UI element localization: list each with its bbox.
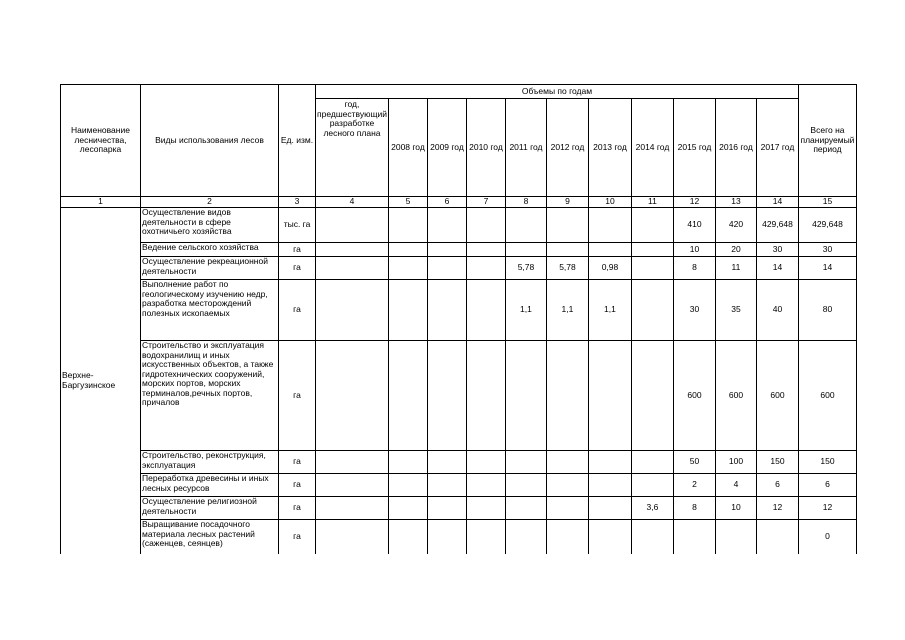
column-number-2: 2 xyxy=(141,197,279,208)
value-cell xyxy=(631,474,673,497)
value-cell: 30 xyxy=(756,243,798,257)
use-kind-cell: Ведение сельского хозяйства xyxy=(141,243,279,257)
total-cell: 600 xyxy=(798,341,856,451)
column-number-1: 1 xyxy=(61,197,141,208)
value-cell: 0,98 xyxy=(588,257,631,280)
total-cell: 429,648 xyxy=(798,208,856,243)
value-cell: 410 xyxy=(673,208,715,243)
header-year-2008: 2008 год xyxy=(388,99,427,197)
use-kind-cell: Строительство, реконструкция, эксплуатация xyxy=(141,451,279,474)
column-number-8: 8 xyxy=(505,197,546,208)
header-year-2013: 2013 год xyxy=(588,99,631,197)
value-cell xyxy=(427,243,466,257)
value-cell xyxy=(505,520,546,554)
value-cell xyxy=(466,257,505,280)
header-year-2009: 2009 год xyxy=(427,99,466,197)
column-number-4: 4 xyxy=(316,197,389,208)
header-unit: Ед. изм. xyxy=(279,85,316,197)
table-row xyxy=(61,280,857,341)
value-cell xyxy=(427,474,466,497)
value-cell xyxy=(546,474,588,497)
header-year-2014: 2014 год xyxy=(631,99,673,197)
value-cell xyxy=(388,341,427,451)
header-year-2017: 2017 год xyxy=(756,99,798,197)
table-row xyxy=(61,208,857,243)
value-cell xyxy=(505,497,546,520)
total-cell: 0 xyxy=(798,520,856,554)
value-cell xyxy=(427,208,466,243)
value-cell xyxy=(388,280,427,341)
table-row xyxy=(61,474,857,497)
table-row xyxy=(61,341,857,451)
value-cell xyxy=(388,451,427,474)
unit-cell: га xyxy=(279,497,316,520)
value-cell: 150 xyxy=(756,451,798,474)
unit-cell: га xyxy=(279,280,316,341)
forest-use-table xyxy=(60,84,857,554)
column-number-12: 12 xyxy=(673,197,715,208)
value-cell xyxy=(388,208,427,243)
value-cell: 1,1 xyxy=(505,280,546,341)
value-cell: 35 xyxy=(715,280,756,341)
value-cell: 10 xyxy=(673,243,715,257)
header-year-2010: 2010 год xyxy=(466,99,505,197)
header-year-2011: 2011 год xyxy=(505,99,546,197)
value-cell: 420 xyxy=(715,208,756,243)
value-cell xyxy=(316,451,389,474)
value-cell xyxy=(388,520,427,554)
value-cell xyxy=(388,257,427,280)
total-cell: 30 xyxy=(798,243,856,257)
value-cell xyxy=(466,451,505,474)
column-number-15: 15 xyxy=(798,197,856,208)
value-cell: 600 xyxy=(673,341,715,451)
header-use-kind: Виды использования лесов xyxy=(141,85,279,197)
value-cell xyxy=(316,474,389,497)
value-cell xyxy=(427,280,466,341)
unit-cell: га xyxy=(279,341,316,451)
value-cell xyxy=(316,280,389,341)
table-row xyxy=(61,243,857,257)
use-kind-cell: Строительство и эксплуатация водохранилищ и иных искусственных объектов, а также гидротехнических сооружений, морских портов, морских терминалов,речных портов, причалов xyxy=(141,341,279,451)
value-cell xyxy=(756,520,798,554)
value-cell: 3,6 xyxy=(631,497,673,520)
value-cell: 50 xyxy=(673,451,715,474)
value-cell xyxy=(388,497,427,520)
value-cell xyxy=(631,208,673,243)
use-kind-cell: Выращивание посадочного материала лесных растений (саженцев, сеянцев) xyxy=(141,520,279,554)
value-cell: 2 xyxy=(673,474,715,497)
value-cell xyxy=(388,474,427,497)
value-cell: 8 xyxy=(673,257,715,280)
column-number-row xyxy=(61,197,857,208)
value-cell: 8 xyxy=(673,497,715,520)
value-cell: 600 xyxy=(715,341,756,451)
value-cell: 30 xyxy=(673,280,715,341)
value-cell xyxy=(427,520,466,554)
column-number-3: 3 xyxy=(279,197,316,208)
value-cell xyxy=(505,451,546,474)
value-cell xyxy=(546,341,588,451)
column-number-5: 5 xyxy=(388,197,427,208)
use-kind-cell: Переработка древесины и иных лесных ресурсов xyxy=(141,474,279,497)
value-cell: 1,1 xyxy=(588,280,631,341)
value-cell: 4 xyxy=(715,474,756,497)
value-cell xyxy=(466,497,505,520)
table-row xyxy=(61,520,857,554)
table-row xyxy=(61,257,857,280)
column-number-6: 6 xyxy=(427,197,466,208)
use-kind-cell: Осуществление рекреационной деятельности xyxy=(141,257,279,280)
use-kind-cell: Осуществление религиозной деятельности xyxy=(141,497,279,520)
value-cell xyxy=(588,474,631,497)
column-number-7: 7 xyxy=(466,197,505,208)
value-cell xyxy=(588,208,631,243)
value-cell xyxy=(505,474,546,497)
value-cell xyxy=(316,257,389,280)
value-cell xyxy=(631,280,673,341)
header-year-2015: 2015 год xyxy=(673,99,715,197)
value-cell xyxy=(546,497,588,520)
value-cell xyxy=(316,243,389,257)
value-cell xyxy=(631,341,673,451)
unit-cell: га xyxy=(279,520,316,554)
value-cell xyxy=(546,243,588,257)
value-cell xyxy=(316,497,389,520)
value-cell xyxy=(715,520,756,554)
value-cell xyxy=(631,520,673,554)
value-cell xyxy=(316,520,389,554)
value-cell xyxy=(388,243,427,257)
value-cell xyxy=(631,451,673,474)
value-cell: 429,648 xyxy=(756,208,798,243)
value-cell xyxy=(588,451,631,474)
value-cell xyxy=(546,520,588,554)
column-number-14: 14 xyxy=(756,197,798,208)
column-number-13: 13 xyxy=(715,197,756,208)
table-row xyxy=(61,497,857,520)
header-total: Всего на планируемый период xyxy=(798,85,856,197)
column-number-9: 9 xyxy=(546,197,588,208)
header-year-2016: 2016 год xyxy=(715,99,756,197)
unit-cell: га xyxy=(279,243,316,257)
total-cell: 80 xyxy=(798,280,856,341)
value-cell xyxy=(466,243,505,257)
value-cell xyxy=(588,497,631,520)
value-cell: 14 xyxy=(756,257,798,280)
value-cell xyxy=(546,451,588,474)
value-cell xyxy=(588,341,631,451)
header-forest-name: Наименование лесничества, лесопарка xyxy=(61,85,141,197)
value-cell xyxy=(316,341,389,451)
total-cell: 6 xyxy=(798,474,856,497)
total-cell: 150 xyxy=(798,451,856,474)
header-volumes-by-year: Объемы по годам xyxy=(316,85,799,99)
value-cell xyxy=(588,243,631,257)
use-kind-cell: Выполнение работ по геологическому изучению недр, разработка месторождений полезных ископаемых xyxy=(141,280,279,341)
column-number-10: 10 xyxy=(588,197,631,208)
value-cell: 600 xyxy=(756,341,798,451)
value-cell: 1,1 xyxy=(546,280,588,341)
value-cell: 5,78 xyxy=(546,257,588,280)
unit-cell: га xyxy=(279,257,316,280)
value-cell: 11 xyxy=(715,257,756,280)
forest-use-table-sheet xyxy=(60,84,857,554)
value-cell xyxy=(505,208,546,243)
value-cell xyxy=(466,520,505,554)
value-cell xyxy=(466,474,505,497)
value-cell xyxy=(673,520,715,554)
total-cell: 12 xyxy=(798,497,856,520)
value-cell: 40 xyxy=(756,280,798,341)
value-cell xyxy=(631,243,673,257)
value-cell xyxy=(427,341,466,451)
column-number-11: 11 xyxy=(631,197,673,208)
unit-cell: га xyxy=(279,474,316,497)
value-cell: 6 xyxy=(756,474,798,497)
value-cell xyxy=(427,497,466,520)
value-cell: 20 xyxy=(715,243,756,257)
total-cell: 14 xyxy=(798,257,856,280)
header-year-2012: 2012 год xyxy=(546,99,588,197)
forestry-name-cell: Верхне-Баргузинское xyxy=(61,208,141,554)
value-cell: 12 xyxy=(756,497,798,520)
unit-cell: га xyxy=(279,451,316,474)
value-cell: 5,78 xyxy=(505,257,546,280)
value-cell xyxy=(427,257,466,280)
value-cell xyxy=(546,208,588,243)
value-cell xyxy=(316,208,389,243)
value-cell xyxy=(505,243,546,257)
value-cell xyxy=(427,451,466,474)
header-year-prev: год, предшествующий разработке лесного плана xyxy=(316,99,389,197)
table-row xyxy=(61,451,857,474)
unit-cell: тыс. га xyxy=(279,208,316,243)
use-kind-cell: Осуществление видов деятельности в сфере охотничьего хозяйства xyxy=(141,208,279,243)
value-cell xyxy=(588,520,631,554)
value-cell: 100 xyxy=(715,451,756,474)
value-cell xyxy=(466,280,505,341)
value-cell: 10 xyxy=(715,497,756,520)
value-cell xyxy=(505,341,546,451)
value-cell xyxy=(631,257,673,280)
value-cell xyxy=(466,208,505,243)
value-cell xyxy=(466,341,505,451)
